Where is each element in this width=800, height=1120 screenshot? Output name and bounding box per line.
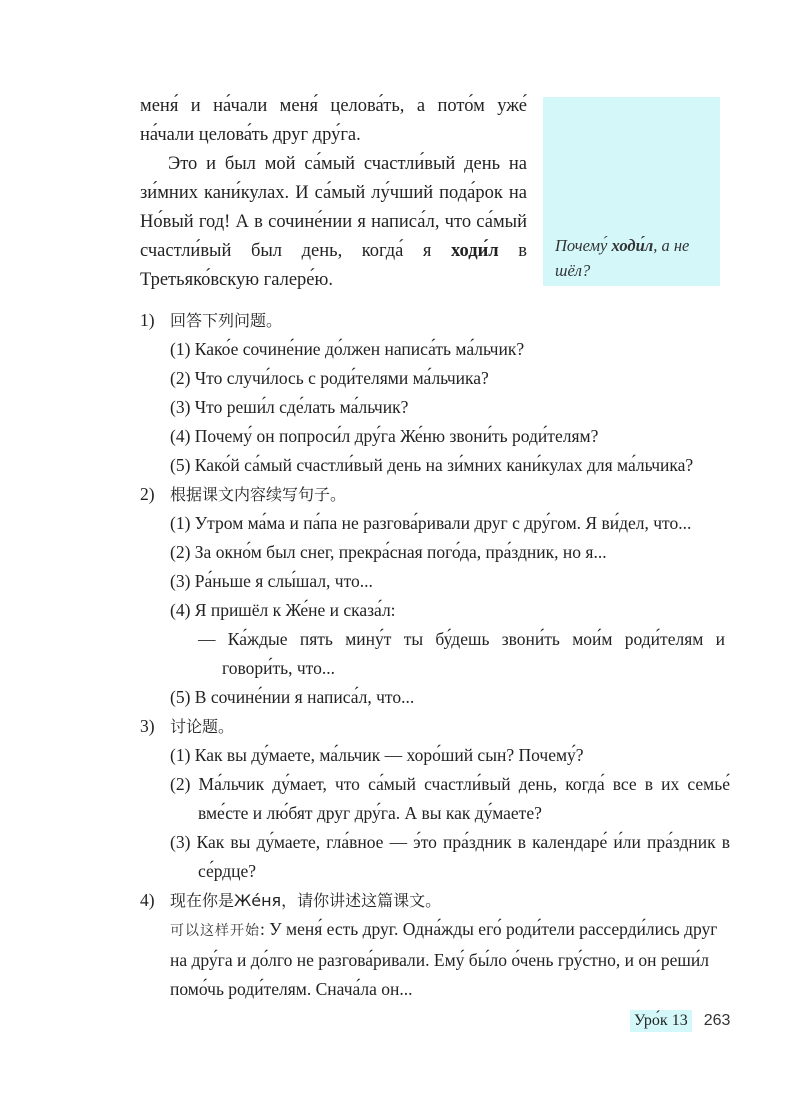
exercise-item: (1) Утром ма́ма и па́па не разгова́ривали друг с дру́гом. Я ви́дел, что... (170, 513, 692, 533)
side-note-text: Почему́ (555, 236, 612, 255)
exercise-item: (2) За окно́м был снег, прекра́сная пого́да, пра́здник, но я... (170, 542, 607, 562)
lesson-label: Уро́к 13 (630, 1010, 692, 1032)
side-note-bold-word: ходи́л (611, 236, 654, 255)
prompt-label: 可以这样开始 (170, 923, 260, 939)
exercises (140, 306, 730, 1004)
exercise-item: (4) Я пришёл к Же́не и сказа́л: (170, 600, 396, 620)
reading-text (140, 92, 527, 295)
exercise-title: 讨论题。 (170, 717, 235, 736)
side-note-box (543, 97, 720, 286)
exercise-title: 根据课文内容续写句子。 (170, 485, 347, 504)
exercise-number: 4) (140, 890, 155, 910)
exercise-item: (4) Почему́ он попроси́л дру́га Же́ню звони́ть роди́телям? (170, 426, 599, 446)
exercise-subitem: — Ка́ждые пять мину́т ты бу́дешь звони́ть мои́м роди́телям и говори́ть, что... (198, 629, 725, 678)
exercise-item: (3) Ра́ньше я слы́шал, что... (170, 571, 373, 591)
exercise-item: (1) Как вы ду́маете, ма́льчик — хоро́ший сын? Почему́? (170, 745, 584, 765)
exercise-2 (140, 480, 725, 712)
page-number: 263 (703, 1012, 731, 1029)
exercise-title: 现在你是Же́ня，请你讲述这篇课文。 (170, 891, 442, 910)
page-footer (630, 1009, 730, 1033)
exercise-item: (2) Ма́льчик ду́мает, что са́мый счастли́вый день, когда́ все в их семье́ вме́сте и лю́бят друг дру́га. А вы как ду́маете? (170, 774, 730, 823)
exercise-4 (140, 886, 725, 1004)
exercise-number: 2) (140, 484, 155, 504)
exercise-item: (3) Как вы ду́маете, гла́вное — э́то пра́здник в календаре́ и́ли пра́здник в се́рдце? (170, 832, 730, 881)
reading-paragraph-2: Это и был мой са́мый счастли́вый день на зи́мних кани́кулах. И са́мый лу́чший пода́рок на Но́вый год! А в сочине́нии я написа́л, что са́мый счастли́вый был день, когда́ я ходи́л в Третьяко́вскую галере́ю. (140, 154, 527, 290)
exercise-number: 1) (140, 310, 155, 330)
prompt-text: : У меня́ есть друг. Одна́жды его́ роди́тели рассерди́лись друг на дру́га и до́лго не разгова́ривали. Ему́ бы́ло о́чень гру́стно, и он реши́л помо́чь роди́телям. Снача́ла он... (170, 919, 718, 999)
bold-verb: ходи́л (451, 241, 499, 261)
exercise-title: 回答下列问题。 (170, 311, 283, 330)
side-note-text-end: , а не шёл? (555, 236, 690, 280)
side-note (555, 233, 715, 283)
exercise-item: (5) Како́й са́мый счастли́вый день на зи́мних кани́кулах для ма́льчика? (170, 455, 694, 475)
exercise-3 (140, 712, 730, 886)
exercise-item: (1) Како́е сочине́ние до́лжен написа́ть ма́льчик? (170, 339, 525, 359)
exercise-1 (140, 306, 725, 480)
exercise-item: (5) В сочине́нии я написа́л, что... (170, 687, 415, 707)
exercise-number: 3) (140, 716, 155, 736)
exercise-item: (3) Что реши́л сде́лать ма́льчик? (170, 397, 409, 417)
exercise-item: (2) Что случи́лось с роди́телями ма́льчика? (170, 368, 489, 388)
exercise-prompt (170, 915, 725, 1004)
reading-paragraph-1: меня́ и на́чали меня́ целова́ть, а пото́м уже́ на́чали целова́ть друг дру́га. (140, 96, 527, 145)
